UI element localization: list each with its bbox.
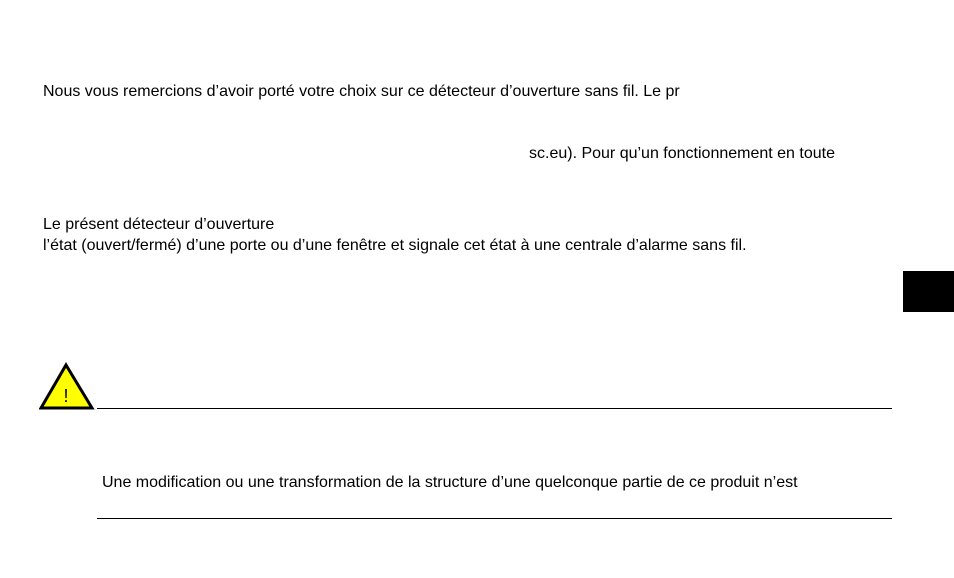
warning-bottom-rule <box>97 518 892 519</box>
section-tab-marker <box>903 271 954 312</box>
intro-text-line-1: Nous vous remercions d’avoir porté votre choix sur ce détecteur d’ouverture sans fil. Le pr <box>43 83 680 100</box>
warning-text: Une modification ou une transformation de la structure d’une quelconque partie de ce produit n’est <box>102 474 798 491</box>
intro-text-line-2: sc.eu). Pour qu’un fonctionnement en toute <box>529 145 835 162</box>
warning-triangle-icon <box>39 362 95 412</box>
warning-top-rule <box>97 408 892 409</box>
description-text-line-2: l’état (ouvert/fermé) d’une porte ou d’une fenêtre et signale cet état à une centrale d’alarme sans fil. <box>43 237 747 254</box>
warning-symbol: ! <box>63 386 69 406</box>
description-text-line-1: Le présent détecteur d’ouverture <box>43 216 275 233</box>
